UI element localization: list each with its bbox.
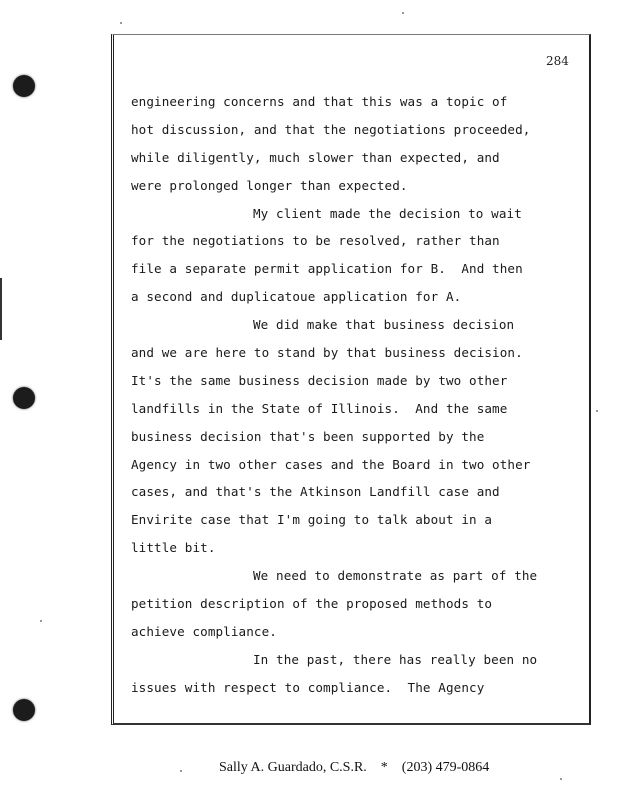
- transcript-line: were prolonged longer than expected.: [131, 177, 408, 193]
- scan-edge-mark: [0, 278, 2, 340]
- binder-hole-top: [13, 75, 35, 97]
- transcript-line: engineering concerns and that this was a topic of: [131, 94, 508, 109]
- page-number: 284: [546, 54, 569, 68]
- reporter-footer: [212, 744, 489, 776]
- scan-speck: [402, 12, 404, 14]
- binder-hole-bottom: [13, 699, 35, 721]
- transcript-line: business decision that's been supported by the: [131, 428, 485, 444]
- transcript-line: hot discussion, and that the negotiations proceeded,: [131, 121, 531, 137]
- transcript-line: landfills in the State of Illinois. And the same: [131, 400, 508, 416]
- scan-speck: [180, 770, 182, 772]
- transcript-line: My client made the decision to wait: [253, 205, 522, 221]
- reporter-name: Sally A. Guardado, C.S.R.: [219, 760, 367, 775]
- transcript-line: cases, and that's the Atkinson Landfill case and: [131, 484, 500, 500]
- transcript-line: a second and duplicatoue application for A.: [131, 289, 462, 305]
- scan-speck: [596, 410, 598, 412]
- transcript-line: file a separate permit application for B. And then: [131, 261, 523, 277]
- footer-separator: *: [380, 760, 388, 775]
- reporter-phone: (203) 479-0864: [401, 760, 490, 775]
- transcript-line: We need to demonstrate as part of the: [253, 568, 538, 584]
- transcript-line: It's the same business decision made by two other: [131, 372, 508, 388]
- binder-hole-middle: [13, 387, 35, 409]
- transcript-line: issues with respect to compliance. The Agency: [131, 679, 485, 695]
- transcript-line: In the past, there has really been no: [253, 651, 538, 667]
- transcript-line: while diligently, much slower than expected, and: [131, 149, 500, 165]
- scan-speck: [560, 778, 562, 780]
- transcript-line: for the negotiations to be resolved, rather than: [131, 233, 500, 249]
- transcript-line: petition description of the proposed methods to: [131, 596, 493, 612]
- transcript-line: Agency in two other cases and the Board in two other: [131, 456, 531, 472]
- transcript-body: [131, 92, 571, 706]
- scan-speck: [40, 620, 42, 622]
- transcript-line: little bit.: [131, 540, 216, 556]
- scan-speck: [120, 22, 122, 24]
- transcript-line: achieve compliance.: [131, 623, 277, 639]
- transcript-line: and we are here to stand by that business decision.: [131, 345, 523, 361]
- transcript-line: Envirite case that I'm going to talk about in a: [131, 512, 493, 528]
- transcript-line: We did make that business decision: [253, 317, 515, 333]
